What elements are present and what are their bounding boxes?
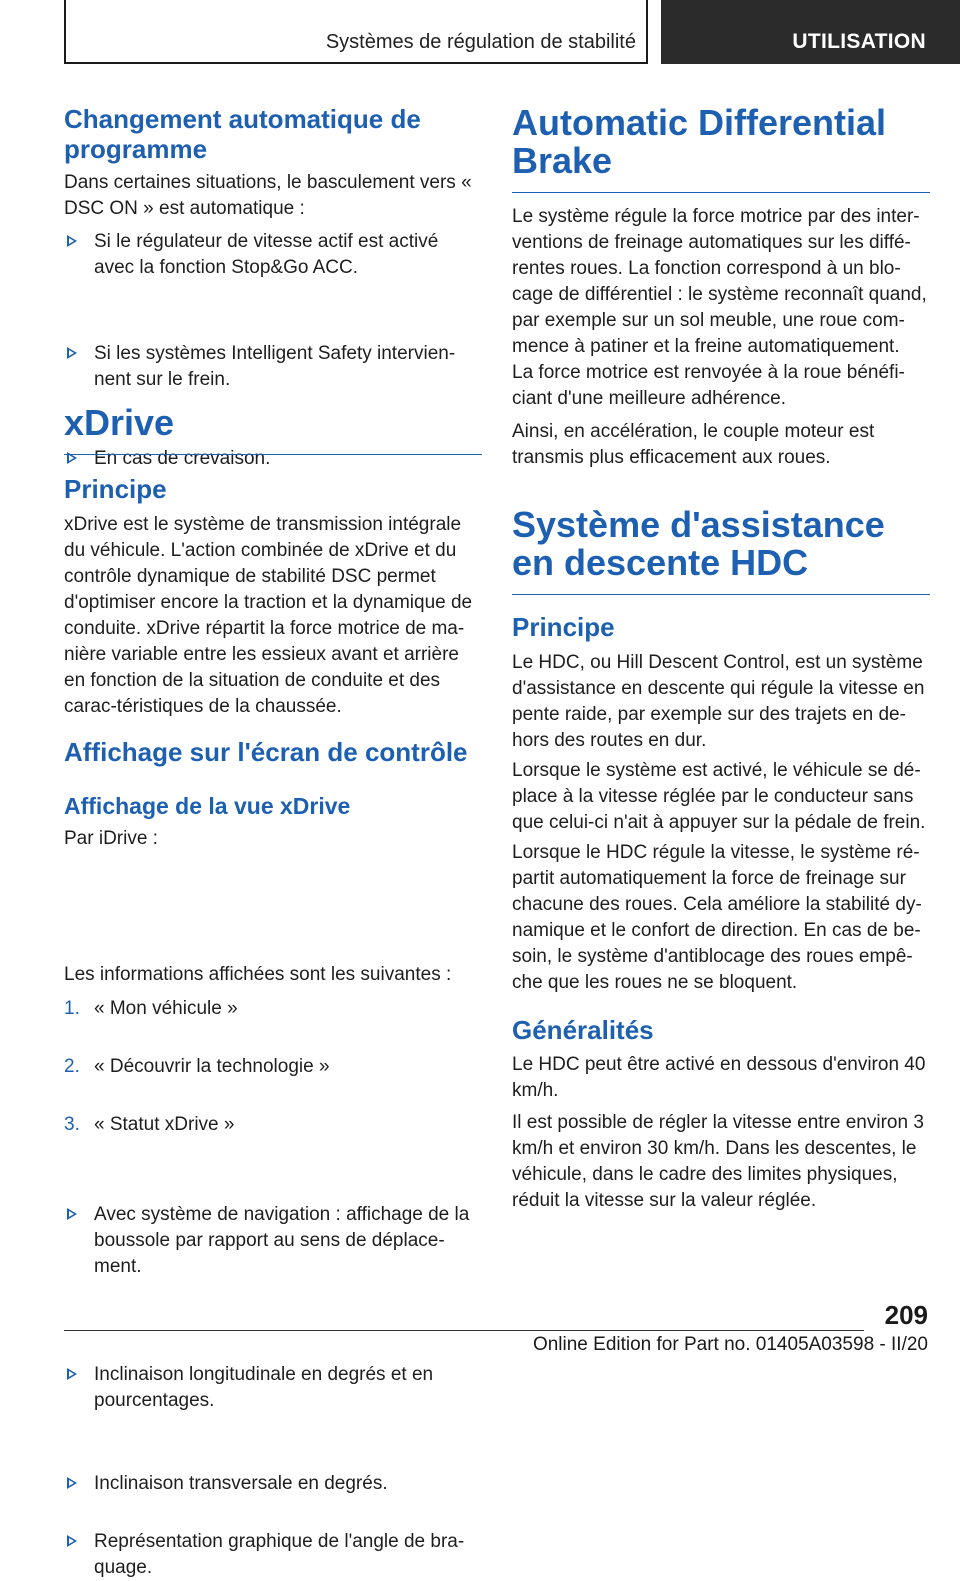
list-item: Si les systèmes Intelligent Safety intervien-nent sur le frein.: [64, 341, 482, 393]
triangle-bullet-icon: [67, 1208, 77, 1220]
list-item: 1. « Mon véhicule »: [64, 996, 482, 1022]
auto-program-intro: Dans certaines situations, le basculement vers « DSC ON » est automatique :: [64, 172, 472, 219]
xdrive-view-heading: Affichage de la vue xDrive: [64, 793, 351, 819]
via-idrive-text: Par iDrive :: [64, 828, 158, 849]
triangle-bullet-icon: [67, 1368, 77, 1380]
adb-paragraph-3: Ainsi, en accélération, le couple moteur est transmis plus efficacement aux roues.: [512, 421, 875, 468]
adb-heading: Automatic Differential Brake: [512, 104, 930, 193]
general-heading: Généralités: [512, 1015, 654, 1045]
display-heading: Affichage sur l'écran de contrôle: [64, 737, 468, 767]
hdc-principe-heading: Principe: [512, 612, 615, 642]
triangle-bullet-icon: [67, 1535, 77, 1547]
step-number: 1.: [64, 998, 80, 1019]
step-number: 3.: [64, 1114, 80, 1135]
list-item: En cas de crevaison.: [64, 446, 482, 472]
hdc-heading: Système d'assistance en descente HDC: [512, 506, 930, 595]
left-column: [64, 0, 482, 1578]
general-paragraph-2: Il est possible de régler la vitesse entre environ 3 km/h et environ 30 km/h. Dans les descentes, le véhicule, dans le cadre des limites physiques, réduit la vitesse sur la valeur réglée.: [512, 1112, 924, 1211]
footer-divider: [64, 1330, 864, 1331]
info-intro-text: Les informations affichées sont les suivantes :: [64, 964, 452, 985]
xdrive-principe-heading: Principe: [64, 474, 167, 504]
list-item: Inclinaison transversale en degrés.: [64, 1471, 482, 1497]
triangle-bullet-icon: [67, 1477, 77, 1489]
section-title: UTILISATION: [792, 30, 926, 53]
adb-paragraph-1: Le système régule la force motrice par des inter-ventions de freinage automatiques sur les diffé-rentes roues. La fonction correspond à un blo-cage de différentiel : le système reconnaît quand, par exemple sur un sol meuble, une roue com-mence à patiner et la freine automatiquement.: [512, 206, 927, 357]
list-item: Inclinaison longitudinale en degrés et en pourcentages.: [64, 1362, 482, 1414]
list-item: Si le régulateur de vitesse actif est activé avec la fonction Stop&Go ACC.: [64, 229, 482, 281]
general-paragraph-1: Le HDC peut être activé en dessous d'environ 40 km/h.: [512, 1054, 926, 1101]
xdrive-principe-text: xDrive est le système de transmission intégrale du véhicule. L'action combinée de xDrive et du contrôle dynamique de stabilité DSC permet d'optimiser encore la traction et la dynamique de conduite. xDrive répartit la force motrice de ma-nière variable entre les essieux avant et arrière en fonction de la situation de conduite et des carac-téristiques de la chaussée.: [64, 514, 473, 717]
adb-paragraph-2: La force motrice est renvoyée à la roue bénéfi-ciant d'une meilleure adhérence.: [512, 362, 905, 409]
page-number: 209: [884, 1300, 928, 1330]
xdrive-heading: xDrive: [64, 404, 482, 455]
hdc-paragraph-3: Lorsque le HDC régule la vitesse, le système ré-partit automatiquement la force de freinage sur chacune des roues. Cela améliore la stabilité dy-namique et le confort de direction. En cas de be-soin, le système d'antiblocage des roues empê-che que les roues ne se bloquent.: [512, 842, 922, 993]
triangle-bullet-icon: [67, 235, 77, 247]
list-item: 3. « Statut xDrive »: [64, 1112, 482, 1138]
hdc-paragraph-1: Le HDC, ou Hill Descent Control, est un système d'assistance en descente qui régule la vitesse en pente raide, par exemple sur des trajets en de-hors des routes en dur.: [512, 652, 925, 751]
edition-footer: Online Edition for Part no. 01405A03598 - II/20: [532, 1334, 928, 1355]
triangle-bullet-icon: [67, 347, 77, 359]
auto-program-heading: Changement automatique de programme: [64, 104, 421, 164]
list-item: 2. « Découvrir la technologie »: [64, 1054, 482, 1080]
list-item: Représentation graphique de l'angle de bra-quage.: [64, 1529, 482, 1581]
list-item: Avec système de navigation : affichage de la boussole par rapport au sens de déplace-ment.: [64, 1202, 482, 1280]
hdc-paragraph-2: Lorsque le système est activé, le véhicule se dé-place à la vitesse réglée par le conducteur sans que celui-ci n'ait à appuyer sur la pédale de frein.: [512, 760, 926, 833]
header-section-box: [661, 0, 960, 64]
chapter-title: Systèmes de régulation de stabilité: [325, 31, 636, 53]
step-number: 2.: [64, 1056, 80, 1077]
